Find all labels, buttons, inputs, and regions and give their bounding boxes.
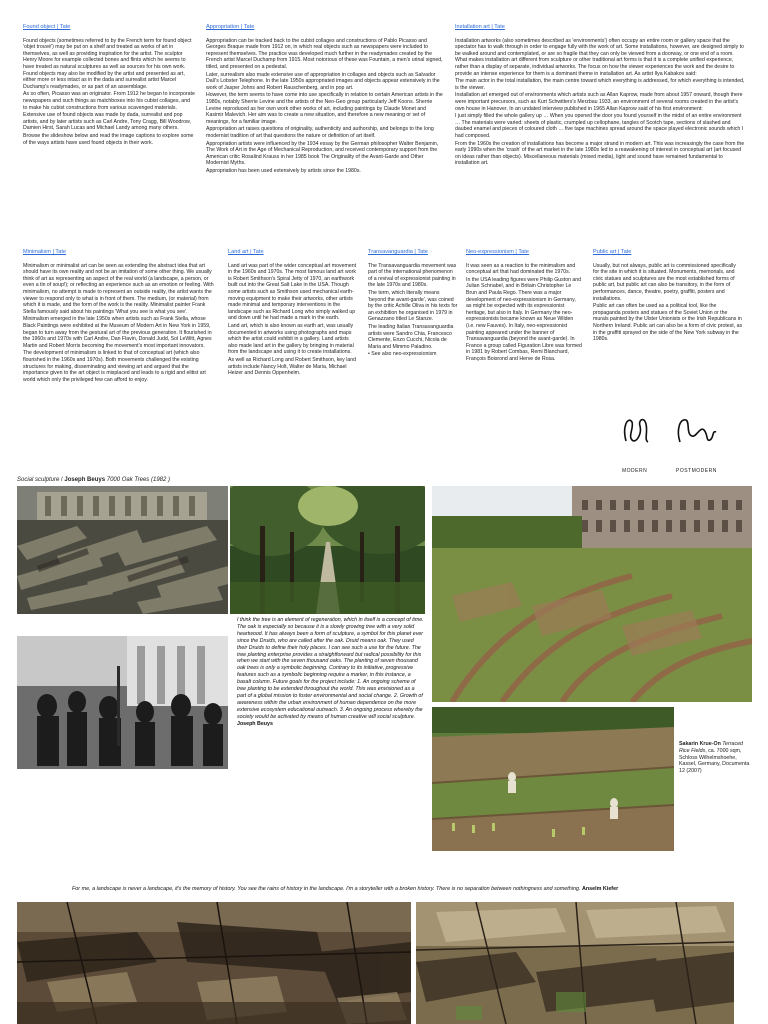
social-sculpture-label: Social sculpture: [17, 477, 60, 483]
transavanguardia-para: The term, which literally means 'beyond the avant-garde', was coined by the critic Achille Oliva in his texts for an exhibition he organised in 1979 in Genazzano titled Le Stanze.: [368, 289, 458, 323]
beuys-planting-photo: [17, 636, 228, 769]
postmodern-signature-stroke: [678, 420, 716, 442]
appropriation-para: Appropriation artists were influenced by the 1934 essay by the German philosopher Walter Benjamin, The Work of Art in the Age of Mechanical Reproduction, and received contemporary support from the American critic Rosalind Krauss in her 1985 book The Originality of the Avant-Garde and Other Modernist Myths.: [206, 140, 439, 167]
transavanguardia-article: [368, 249, 458, 359]
kiefer-quote-text: For me, a landscape is never a landscape, it's the memory of history. You see the rains of history in the landscape. I'm a storyteller with a broken history. There is no separation between nothingness and something.: [72, 886, 581, 892]
public-art-title-link[interactable]: Public art | Tate: [593, 249, 632, 255]
neo-expressionism-para: It was seen as a reaction to the minimalism and conceptual art that had dominated the 1970s.: [466, 262, 576, 276]
beuys-quote-text: I think the tree is an element of regeneration, which in itself is a concept of time. The oak is especially so because it is a slowly growing tree with a very solid heartwood. It has always been a form of sculpture, a symbol for this planet ever since the Druids, who are called after the oak. Druid means oak. They used their Druids to define their holy places. I can see such a use for the future. The tree planting enterprise provides a straightforward but radical possibility for this when we start with the seven thousand oaks. The planting of seven thousand oak trees is only a symbolic beginning. Contrary to its initiative, progressive features such as a symbolic beginning require a marker, in this instance, a basalt column. Future goals for the project include: 1. An ongoing scheme of tree planting to be extended throughout the world. This was envisioned as a part of a global mission to foster environmental and social change. 2. Growth of awareness within the urban environment of human dependence on the more extensive ecosystem educational outreach. 3. An ongoing process whereby the society would be activated by means of human creative will social sculpture.: [237, 617, 424, 720]
public-art-article: [593, 249, 743, 344]
appropriation-article: [206, 24, 444, 175]
installation-title-link[interactable]: Installation art | Tate: [455, 24, 505, 30]
modern-postmodern-signatures: [614, 396, 726, 466]
installation-para: I just simply filled the whole gallery up … When you opened the door you found yourself in the midst of an entire environment … The materials were varied: sheets of plastic, crumpled up cellophane, tangles of Scotch tape, sections of slashed and daubed enamel and pieces of coloured cloth … five tape machines spread around the space played electronic sounds which I had composed.: [455, 113, 744, 139]
beuys-oak-trees-path-photo: [230, 486, 425, 614]
land-art-article: [228, 249, 358, 378]
modern-signature-label: MODERN: [622, 468, 648, 474]
artist-name: Sakarin Krue-On: [679, 741, 721, 747]
social-sculpture-header: Social sculpture / Joseph Beuys 7000 Oak Trees (1982 ): [17, 477, 170, 483]
found-object-title-link[interactable]: Found object | Tate: [23, 24, 71, 30]
installation-para: Installation artworks (also sometimes described as 'environments') often occupy an entire room or gallery space that the spectator has to walk through in order to engage fully with the work of art. Some installations, however, are designed simply to be walked around and contemplated, or are so fragile that they can only be viewed from a doorway, or one end of a room. What makes installation art different from sculpture or other traditional art forms is that it is a complete unified experience, rather than a display of separate, individual artworks. The focus on how the viewer experiences the work and the desire to provide an intense experience for them is a dominant theme in installation art. As artist Ilya Kabakov said:: [455, 37, 744, 77]
land-art-title-link[interactable]: Land art | Tate: [228, 249, 264, 255]
beuys-name: Joseph Beuys: [64, 477, 106, 483]
artwork-title: Terraced Rice Fields: [679, 741, 744, 754]
installation-para: From the 1960s the creation of installations has become a major strand in modern art. This was increasingly the case from the early 1990s when the 'crash' of the art market in the late 1980s led to a reawakening of interest in conceptual art (art focused on ideas rather than objects). Miscellaneous materials (mixed media), light and sound have remained fundamental to installation art.: [455, 140, 745, 167]
modern-signature-stroke: [625, 420, 648, 442]
beuys-basalt-stones-photo: [17, 486, 228, 614]
terraced-rice-fields-caption: [679, 741, 755, 775]
terraced-rice-fields-palace-photo: [432, 486, 752, 702]
land-art-para: Land art was part of the wider conceptual art movement in the 1960s and 1970s. The most famous land art work is Robert Smithson's Spiral Jetty of 1970, an earthwork built out into the Great Salt Lake in the USA. Though some artists such as Smithson used mechanical earth-moving equipment to make their artworks, other artists made minimal and temporary interventions in the landscape such as Richard Long who simply walked up and down until he had made a mark in the earth.: [228, 262, 357, 322]
neo-expressionism-para: In the USA leading figures were Philip Guston and Julian Schnabel, and in Britain Christopher Le Brun and Paula Rego. There was a major development of neo-expressionism in Germany, as might be expected with its expressionist heritage, but also in Italy. In Germany the neo-expressionists became known as Neue Wilden (i.e. new Fauves). In Italy, neo-expressionist painting appeared under the banner of Transavanguardia (beyond the avant-garde). In France a group called Figuration Libre was formed in 1981 by Robert Combas, Remi Blanchard, François Boisrond and Herve de Rosa.: [466, 276, 582, 362]
transavanguardia-para: The Transavanguardia movement was part of the international phenomenon of a revival of expressionist painting in the late 1970s and 1980s.: [368, 262, 457, 289]
public-art-para: Public art can often be used as a political tool, like the propaganda posters and statues of the Soviet Union or the murals painted by the Ulster Unionists or the Irish Republicans in Northern Ireland. Public art can also be a form of civic protest, as in the graffiti sprayed on the side of the New York subway in the 1980s.: [593, 303, 743, 343]
minimalism-title-link[interactable]: Minimalism | Tate: [23, 249, 67, 255]
artwork-details: , ca. 7000 sqm, Schloss Wilhelmshoehe, Kassel, Germany, Documenta 12 (2007): [679, 747, 750, 775]
found-object-article: [23, 24, 195, 147]
minimalism-para: Minimalism emerged in the late 1950s when artists such as Frank Stella, whose Black Paintings were exhibited at the Museum of Modern Art in New York in 1959, began to turn away from the gestural art of the previous generation. It flourished in the 1960s and 1970s with Carl Andre, Dan Flavin, Donald Judd, Sol LeWitt, Agnes Martin and Robert Morris becoming the movement's most important innovators.: [23, 316, 212, 349]
found-object-para: Browse the slideshow below and read the image captions to explore some of the ways artists have used found objects in their work.: [23, 132, 194, 146]
installation-para: Installation art emerged out of environments which artists such as Allan Kaprow, made from about 1957 onward, though there were important precursors, such as Kurt Schwitters's Merzbau 1933, an environment of several rooms created in the artist's own house in Hanover. In an undated interview published in 1965 Allan Kaprow said of his first environment:: [455, 92, 743, 112]
kiefer-quote: [72, 886, 752, 893]
kiefer-quote-author: Anselm Kiefer: [581, 886, 619, 892]
land-art-para: Land art, which is also known as earth art, was usually documented in artworks using photographs and maps which the artist could exhibit in a gallery. Land artists also made land art in the gallery by bringing in material from the landscape and using it to create installations.: [228, 322, 354, 356]
found-object-para: Found objects (sometimes referred to by the French term for found object 'objet trouvé') may be put on a shelf and treated as works of art in themselves, as well as providing inspiration for the artist. The sculptor Henry Moore for example collected bones and flints which he seems to have treated as natural sculptures as well as sources for his own work. Found objects may also be modified by the artist and presented as art, either more or less intact as in the dada and surrealist artist Marcel Duchamp's readymades, or as part of an assemblage.: [23, 37, 192, 90]
minimalism-para: Minimalism or minimalist art can be seen as extending the abstract idea that art should have its own reality and not be an imitation of some other thing. We usually think of art as representing an aspect of the real world (a landscape, a person, or even a tin of soup!); or reflecting an experience such as an emotion or feeling. With minimalism, no attempt is made to represent an outside reality, the artist wants the viewer to respond only to what is in front of them. The medium, (or material) from which it is made, and the form of the work is the reality. Minimalist painter Frank Stella famously said about his paintings 'What you see is what you see'.: [23, 262, 214, 315]
appropriation-title-link[interactable]: Appropriation | Tate: [206, 24, 255, 30]
transavanguardia-para: The leading Italian Transavanguardia artists were Sandro Chia, Francesco Clemente, Enzo Cucchi, Nicola de Maria and Mimmo Paladino.: [368, 323, 454, 350]
neo-expressionism-title-link[interactable]: Neo-expressionism | Tate: [466, 249, 529, 255]
found-object-para: As so often, Picasso was an originator. From 1912 he began to incorporate newspapers and such things as matchboxes into his cubist collages, and to make his cubist constructions from various scavenged materials.: [23, 91, 195, 111]
postmodern-signature-label: POSTMODERN: [676, 468, 717, 474]
transavanguardia-title-link[interactable]: Transavanguardia | Tate: [368, 249, 428, 255]
appropriation-para: However, the term seems to have come into use specifically in relation to certain American artists in the 1980s, notably Sherrie Levine and the artists of the Neo-Geo group particularly Jeff Koons. Sherrie Levine reproduced as her own work other works of art, including paintings by Claude Monet and Kasimir Malevich. Her aim was to create a new situation, and therefore a new meaning or set of meanings, for a familiar image.: [206, 92, 443, 125]
appropriation-para: Appropriation can be tracked back to the cubist collages and constructions of Pablo Picasso and Georges Braque made from 1912 on, in which real objects such as newspapers were included to represent themselves. The practice was developed much further in the readymades created by the French artist Marcel Duchamp from 1915. Most notorious of these was Fountain, a men's urinal signed, titled, and presented on a pedestal.: [206, 37, 443, 70]
terraced-rice-workers-photo: [432, 707, 674, 851]
appropriation-para: Appropriation art raises questions of originality, authenticity and authorship, and belongs to the long modernist tradition of art that questions the nature or definition of art itself.: [206, 126, 434, 139]
installation-article: [455, 24, 747, 168]
appropriation-para: Appropriation has been used extensively by artists since the 1980s.: [206, 167, 361, 174]
beuys-quote-author: Joseph Beuys: [237, 720, 273, 727]
minimalism-article: [23, 249, 215, 384]
minimalism-para: The development of minimalism is linked to that of conceptual art (which also flourished in the 1960s and 1970s). Both movements challenged the existing structures for making, disseminating and viewing art and argued that the importance given to the art object is misplaced and leads to a rigid and elitist art world which only the privileged few can afford to enjoy.: [23, 350, 206, 383]
neo-expressionism-article: [466, 249, 582, 364]
appropriation-para: Later, surrealism also made extensive use of appropriation in collages and objects such as Salvador Dalí's Lobster Telephone. In the late 1950s appropriated images and objects appear extensively in the work of Jasper Johns and Robert Rauschenberg, and in pop art.: [206, 71, 440, 91]
public-art-para: Usually, but not always, public art is commissioned specifically for the site in which it is situated. Monuments, memorials, and civic statues and sculptures are the most established forms of public art, but public art can also be transitory, in the form of performances, dance, theatre, poetry, graffiti, posters and installations.: [593, 262, 736, 302]
installation-para: The main actor in the total installation, the main centre toward which everything is addressed, for which everything is intended, is the viewer.: [455, 78, 745, 91]
kiefer-painting-right: [416, 902, 734, 1024]
land-art-para: As well as Richard Long and Robert Smithson, key land artists include Nancy Holt, Walter de Maria, Michael Heizer and Dennis Oppenheim.: [228, 356, 357, 377]
found-object-para: Extensive use of found objects was made by dada, surrealist and pop artists, and by later artists such as Carl Andre, Tony Cragg, Bill Woodrow, Damien Hirst, Sarah Lucas and Michael Landy among many others.: [23, 112, 191, 132]
kiefer-painting-left: [17, 902, 411, 1024]
beuys-quote: [237, 617, 425, 728]
beuys-work-title: 7000 Oak Trees (1982 ): [106, 477, 170, 483]
transavanguardia-para: • See also neo-expressionism: [368, 351, 437, 358]
